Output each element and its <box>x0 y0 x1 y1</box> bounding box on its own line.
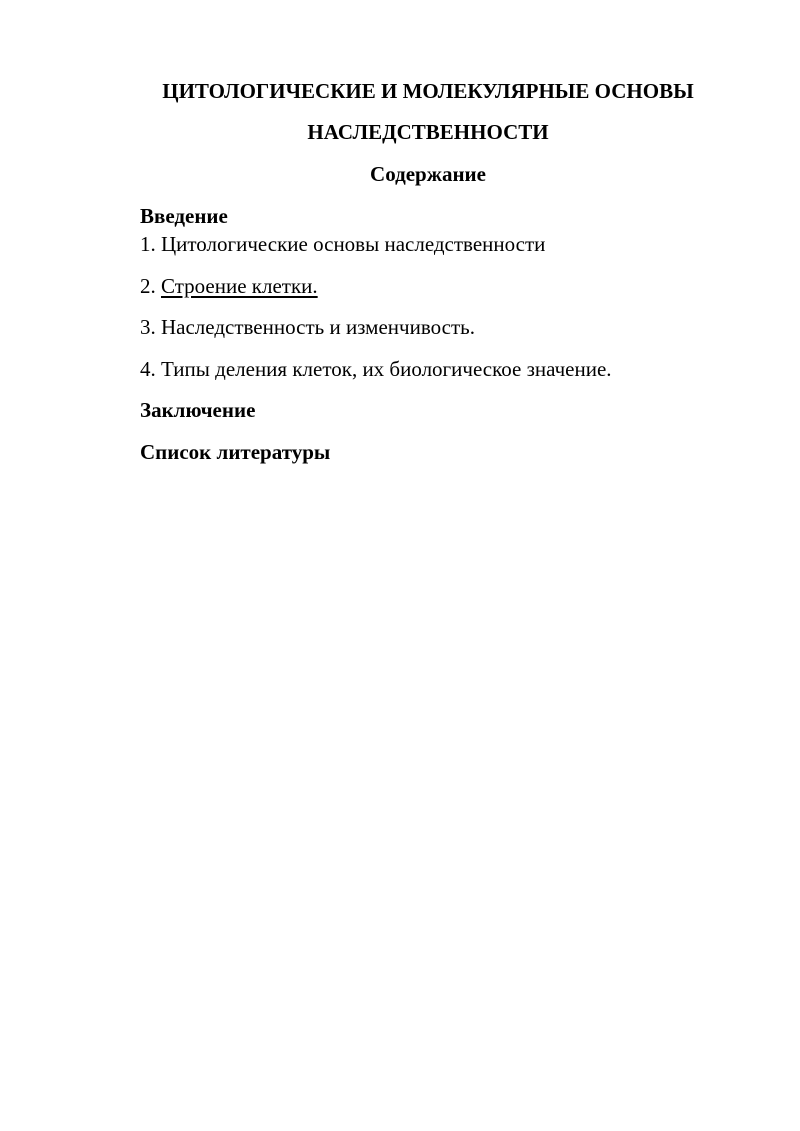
toc-heading: Содержание <box>370 162 486 186</box>
toc-item-2-link[interactable]: Строение клетки. <box>161 274 318 298</box>
toc-item-references: Список литературы <box>140 440 331 464</box>
toc-item-3: 3. Наследственность и изменчивость. <box>140 315 475 339</box>
toc-item-4: 4. Типы деления клеток, их биологическое значение. <box>140 357 612 381</box>
toc-item-conclusion: Заключение <box>140 398 256 422</box>
document-title-line-2: НАСЛЕДСТВЕННОСТИ <box>307 120 549 144</box>
toc-item-intro: Введение <box>140 204 228 228</box>
toc-item-2-number: 2. <box>140 274 161 298</box>
toc-item-1: 1. Цитологические основы наследственности <box>140 232 546 256</box>
toc-item-2 <box>140 274 318 298</box>
document-title-line-1: ЦИТОЛОГИЧЕСКИЕ И МОЛЕКУЛЯРНЫЕ ОСНОВЫ <box>162 79 694 103</box>
